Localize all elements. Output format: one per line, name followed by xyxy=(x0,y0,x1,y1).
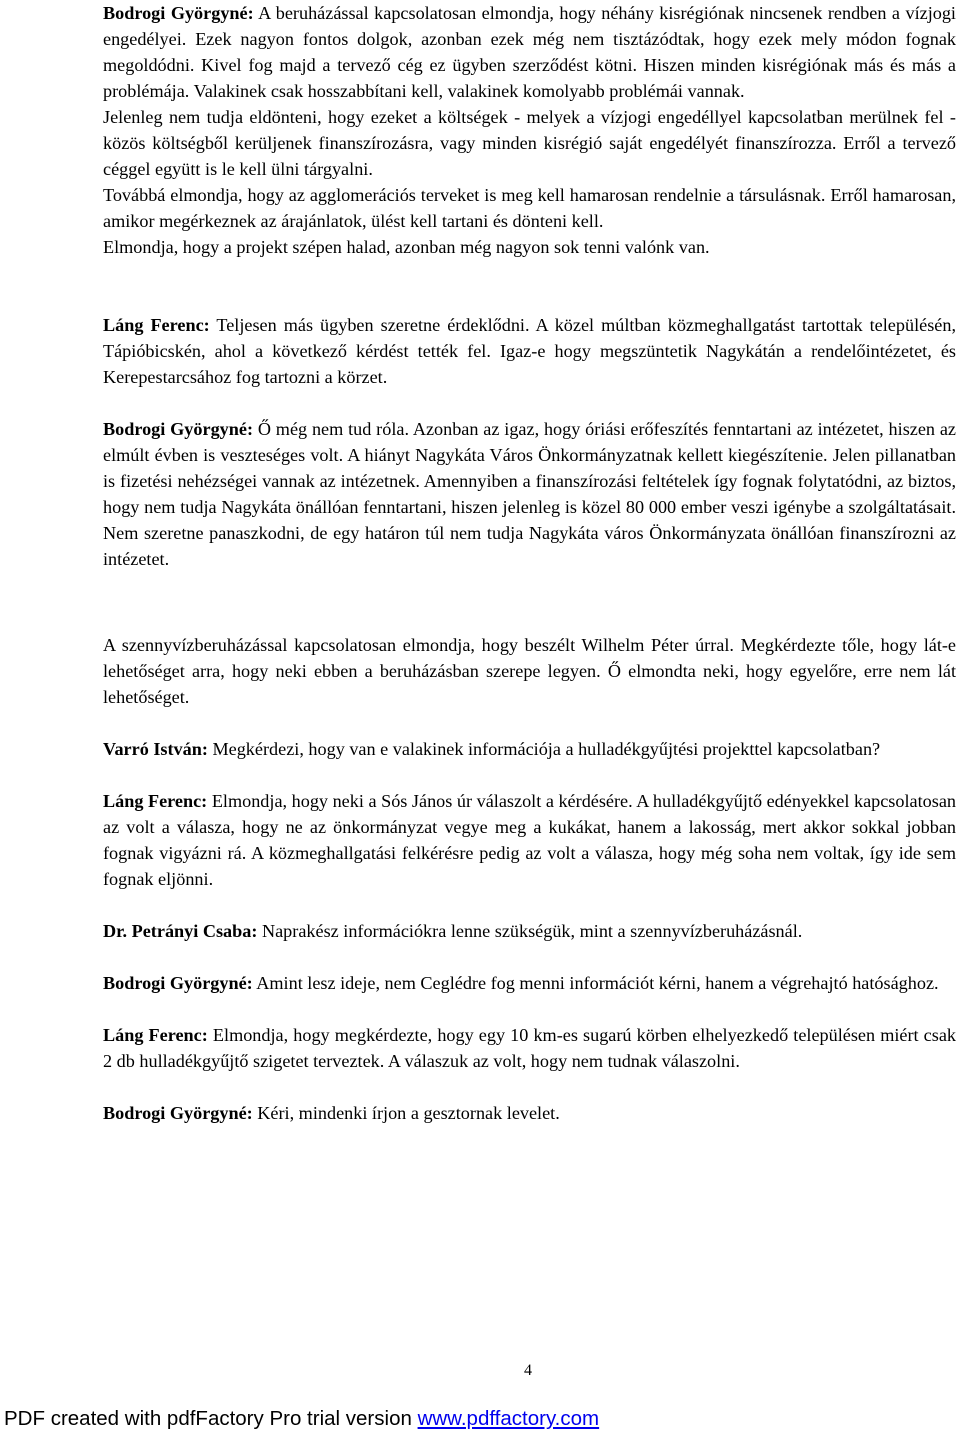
spacer xyxy=(103,1074,956,1100)
speaker-name: Bodrogi Györgyné: xyxy=(103,973,253,993)
footer-link[interactable]: www.pdffactory.com xyxy=(417,1407,600,1430)
footer-text: PDF created with pdfFactory Pro trial version xyxy=(4,1407,418,1430)
speaker-name: Láng Ferenc: xyxy=(103,315,210,335)
paragraph xyxy=(103,416,956,572)
paragraph: Elmondja, hogy a projekt szépen halad, azonban még nagyon sok tenni valónk van. xyxy=(103,237,710,257)
paragraph-text: Teljesen más ügyben szeretne érdeklődni. A közel múltban közmeghallgatást tartottak településén, Tápióbicskén, ahol a következő kérdést tették fel. Igaz-e hogy megszüntetik Nagykátán a rendelőintézetet, és Kerepestarcsához fog tartozni a körzet. xyxy=(103,315,956,387)
speaker-name: Láng Ferenc: xyxy=(103,1025,208,1045)
paragraph xyxy=(103,788,956,892)
paragraph xyxy=(103,312,956,390)
paragraph xyxy=(103,1100,956,1126)
paragraph xyxy=(103,970,956,996)
speaker-name: Bodrogi Györgyné: xyxy=(103,3,254,23)
spacer xyxy=(103,710,956,736)
spacer xyxy=(103,572,956,632)
paragraph xyxy=(103,918,956,944)
speaker-name: Bodrogi Györgyné: xyxy=(103,419,253,439)
paragraph: Továbbá elmondja, hogy az agglomerációs terveket is meg kell hamarosan rendelnie a társulásnak. Erről hamarosan, amikor megérkeznek az árajánlatok, ülést kell tartani és dönteni kell. xyxy=(103,185,956,231)
speaker-name: Dr. Petrányi Csaba: xyxy=(103,921,258,941)
paragraph xyxy=(103,0,956,104)
paragraph-text: Elmondja, hogy neki a Sós János úr válaszolt a kérdésére. A hulladékgyűjtő edényekkel kapcsolatosan az volt a válasza, hogy ne az önkormányzat vegye meg a kukákat, hanem a lakosság, mert akkor sokkal jobban fognak vigyázni rá. A közmeghallgatási felkérésre pedig az volt a válasza, hogy még soha nem voltak, így ide sem fognak eljönni. xyxy=(103,791,956,889)
document-page xyxy=(103,0,956,1126)
spacer xyxy=(103,996,956,1022)
paragraph-text: Elmondja, hogy megkérdezte, hogy egy 10 km-es sugarú körben elhelyezkedő településen miért csak 2 db hulladékgyűjtő szigetet terveztek. A válaszuk az volt, hogy nem tudnak válaszolni. xyxy=(103,1025,956,1071)
paragraph-text: Kéri, mindenki írjon a gesztornak levelet. xyxy=(252,1103,560,1123)
spacer xyxy=(103,390,956,416)
paragraph xyxy=(103,736,956,762)
paragraph-text: Megkérdezi, hogy van e valakinek információja a hulladékgyűjtési projekttel kapcsolatban? xyxy=(207,739,881,759)
paragraph xyxy=(103,1022,956,1074)
spacer xyxy=(103,944,956,970)
pdf-footer xyxy=(4,1407,599,1431)
paragraph: A szennyvízberuházással kapcsolatosan elmondja, hogy beszélt Wilhelm Péter úrral. Megkérdezte tőle, hogy lát-e lehetőséget arra, hogy neki ebben a beruházásban szerepe legyen. Ő elmondta neki, hogy egyelőre, erre nem lát lehetőséget. xyxy=(103,635,956,707)
speaker-name: Varró István: xyxy=(103,739,208,759)
paragraph-text: Amint lesz ideje, nem Ceglédre fog menni információt kérni, hanem a végrehajtó hatósághoz. xyxy=(252,973,939,993)
paragraph: Jelenleg nem tudja eldönteni, hogy ezeket a költségek - melyek a vízjogi engedéllyel kapcsolatban merülnek fel - közös költségből kerüljenek finanszírozásra, vagy minden kisrégió saját engedélyét finanszírozza. Erről a tervező céggel együtt is le kell ülni tárgyalni. xyxy=(103,107,956,179)
speaker-name: Bodrogi Györgyné: xyxy=(103,1103,253,1123)
paragraph-text: Ő még nem tud róla. Azonban az igaz, hogy óriási erőfeszítés fenntartani az intézetet, hiszen az elmúlt évben is veszteséges volt. A hiányt Nagykáta Város Önkormányzatnak kellett kiegészítenie. Jelen pillanatban is fizetési nehézségei vannak az intézetnek. Amennyiben a finanszírozási feltételek így fognak folytatódni, az biztos, hogy nem tudja Nagykáta önállóan fenntartani, hiszen jelenleg is közel 80 000 ember veszi igénybe a szolgáltatásait. Nem szeretne panaszkodni, de egy határon túl nem tudja Nagykáta város Önkormányzata önállóan finanszírozni az intézetet. xyxy=(103,419,956,569)
page-number: 4 xyxy=(524,1362,532,1379)
paragraph-text: A beruházással kapcsolatosan elmondja, hogy néhány kisrégiónak nincsenek rendben a vízjogi engedélyei. Ezek nagyon fontos dolgok, azonban ezek még nem tisztázódtak, hogy ezek mely módon fognak megoldódni. Kivel fog majd a tervező cég ez ügyben szerződést kötni. Hiszen minden kisrégiónak más és más a problémája. Valakinek csak hosszabbítani kell, valakinek komolyabb problémái vannak. xyxy=(103,3,956,101)
speaker-name: Láng Ferenc: xyxy=(103,791,208,811)
paragraph-text: Naprakész információkra lenne szükségük, mint a szennyvízberuházásnál. xyxy=(257,921,803,941)
spacer xyxy=(103,892,956,918)
spacer xyxy=(103,260,956,312)
spacer xyxy=(103,762,956,788)
